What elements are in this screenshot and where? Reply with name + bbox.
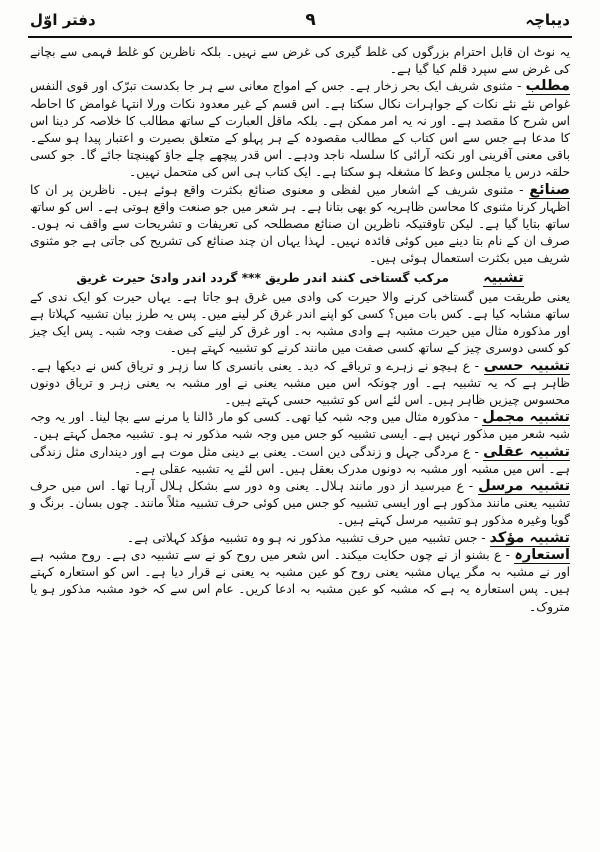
paragraph-tashbih-mursal — [30, 478, 570, 530]
paragraph-text: - مثنوی شریف ایک بحر زخار ہے۔ جس کے امواج معانی سے ہر جا بکدست تبرّک اور قوی النفس غواص نئے نئے نکات کے جواہرات نکال سکتا ہے۔ اس قسم کے غیر معدود نکات ورلا انتہا غوامض کا احاطہ اس شرح کا مقصد ہے۔ اور نہ یہ امر ممکن ہے۔ بلکہ ماقل العبارت کے ساتھ مطالب کا خلاصہ کر دینا اس کا مدعا ہے جس سے اس کتاب کے مطالب مقصودہ کے ہر پہلو کے متعلق بصیرت و اعتبار پیدا ہو سکے۔ باقی معنی آفرینی اور نکتہ آرائی کا سلسلہ ناجد ودہے۔ اس قدر پیچھے چلے جاؤ کھینچتا جائے گا۔ جو کسی حلقہ درس یا مجلس وعظ کا مشغلہ ہو سکتا ہے۔ ایک کتاب ہی اس کی متحمل نہیں۔ — [30, 79, 570, 180]
paragraph-text: یہ نوٹ ان قابل احترام بزرگوں کی غلط گیری کی غرض سے نہیں۔ بلکہ ناظرین کو غلط فہمی سے بچانے کی غرض سے سپرد قلم کیا گیا ہے۔ — [30, 45, 570, 77]
paragraph-matlab — [30, 78, 570, 181]
paragraph-text: - ع مردگی جہل و زندگی دین است۔ یعنی بے دینی مثل موت ہے اور دینداری مثل زندگی ہے۔ اس میں مشبہ اور مشبہ بہ دونوں مدرک بعقل ہیں۔ اس لئے یہ تشبیہ عقلی ہے۔ — [30, 444, 570, 476]
section-heading: تشبیہ مؤکد — [489, 529, 570, 546]
section-heading: تشبیہ حسی — [483, 357, 570, 374]
section-heading: تشبیہ عقلی — [483, 443, 571, 460]
section-heading: تشبیہ — [483, 269, 524, 286]
verse-text: مرکب گستاخی کنند اندر طریق *** گردد اندر وادیٔ حیرت غریق — [76, 270, 449, 285]
paragraph-text: - ع بشنو از نے چوں حکایت میکند۔ اس شعر میں روح کو نے سے تشبیہ دی ہے۔ روح مشبہ ہے اور نے مشبہ بہ مگر یہاں مشبہ یعنی روح کو عین مشبہ بہ یعنی نے قرار دیا ہے۔ اس کو استعارہ کہتے ہیں۔ پس استعارہ یہ ہے کہ مشبہ کو عین مشبہ بہ ادعا کریں۔ عام اس سے کہ خود مشبہ مذکور ہو یا متروک۔ — [30, 547, 570, 614]
section-heading: مطلب — [525, 78, 570, 95]
paragraph-text: - جس تشبیہ میں حرف تشبیہ مذکور نہ ہو وہ تشبیہ مؤکد کہلاتی ہے۔ — [127, 530, 486, 545]
paragraph-text: یعنی طریقت میں گستاخی کرنے والا حیرت کی وادی میں غرق ہو جاتا ہے۔ یہاں حیرت کو ایک ندی کے ساتھ مشابہ کیا ہے۔ کس بات میں؟ کسی کو اپنے اندر غرق کر لینے میں۔ پس یہ طرز بیان تشبیہ کہلاتا ہے اور مذکورہ مثال میں حیرت مشبہ ہے وادی مشبہ بہ۔ اور غرق کر لینے کی صفت وجہ شبہ۔ پس ایک چیز کو کسی دوسری چیز کے ساتھ کسی صفت میں مانند کرنے کو تشبیہ کہتے ہیں۔ — [30, 289, 570, 356]
paragraph-text: - مثنوی شریف کے اشعار میں لفظی و معنوی صنائع بکثرت واقع ہوئے ہیں۔ ناظرین پر ان کا اظہار کرنا مثنوی کا محاسن ظاہریہ کو بھی بتانا ہے۔ ہر شعر میں جو صنعت واقع ہوتی ہے۔ اس کو ساتھ ساتھ بتایا گیا ہے۔ لیکن تاوقتیکہ ناظرین ان صنائع مصطلحہ کی تعریفات و تشریحات سے واقف نہ ہوں۔ صرف ان کے نام بتا دینے میں کوئی فائدہ نہیں۔ لہذا یہاں ان چند صنائع کی تشریح کی جاتی ہے جو مثنوی شریف میں بکثرت استعمال ہوئی ہیں۔ — [30, 182, 570, 266]
header-rule — [28, 36, 572, 38]
section-heading: استعارہ — [514, 546, 570, 563]
paragraph-sanaye — [30, 182, 570, 268]
page-body — [30, 44, 570, 616]
paragraph-tashbih — [30, 270, 570, 358]
page-header — [30, 6, 570, 34]
intro-paragraph — [30, 44, 570, 78]
paragraph-tashbih-aqli — [30, 444, 570, 478]
section-heading: تشبیہ مرسل — [478, 478, 571, 495]
chapter-title: دیباچہ — [525, 11, 570, 29]
verse-line — [30, 270, 570, 287]
paragraph-text: - ع ہیچو نے زہرے و تریاقے کہ دید۔ یعنی بانسری کا سا زہر و تریاق کس نے دیکھا ہے۔ ظاہر ہے کہ یہ تشبیہ ہے۔ اور چونکہ اس میں مشبہ یعنی نے اور مشبہ بہ یعنی زہر و تریاق دونوں محسوس چیزیں ظاہر ہیں۔ اس لئے اس کو تشبیہ حسی کہتے ہیں۔ — [30, 358, 570, 408]
paragraph-tashbih-mujmal — [30, 409, 570, 443]
paragraph-tashbih-muakkad — [30, 530, 570, 547]
section-heading: تشبیہ مجمل — [482, 409, 571, 426]
paragraph-text: - ع میرسید از دور مانند ہلال۔ یعنی وہ دور سے بشکل ہلال آرہا تھا۔ اس میں حرف تشبیہ یعنی مانند مذکور ہے اور ایسی تشبیہ کو جس میں کوئی حرف تشبیہ مثلاً مانند۔ چوں بسان۔ برنگ و گویا وغیرہ مذکور ہو تشبیہ مرسل کہتے ہیں۔ — [30, 479, 570, 528]
page-number: ۹ — [305, 10, 316, 30]
paragraph-text: - مذکورہ مثال میں وجہ شبہ کیا تھی۔ کسی کو مار ڈالنا یا مرنے سے بچا لینا۔ اور یہ وجہ شبہ شعر میں مذکور نہیں ہے۔ ایسی تشبیہ کو جس میں وجہ شبہ مذکور نہ ہو۔ تشبیہ مجمل کہتے ہیں۔ — [30, 410, 570, 442]
paragraph-tashbih-hissi — [30, 358, 570, 410]
paragraph-istiara — [30, 547, 570, 616]
section-heading: صنائع — [529, 181, 570, 198]
volume-title: دفتر اوّل — [30, 11, 96, 29]
